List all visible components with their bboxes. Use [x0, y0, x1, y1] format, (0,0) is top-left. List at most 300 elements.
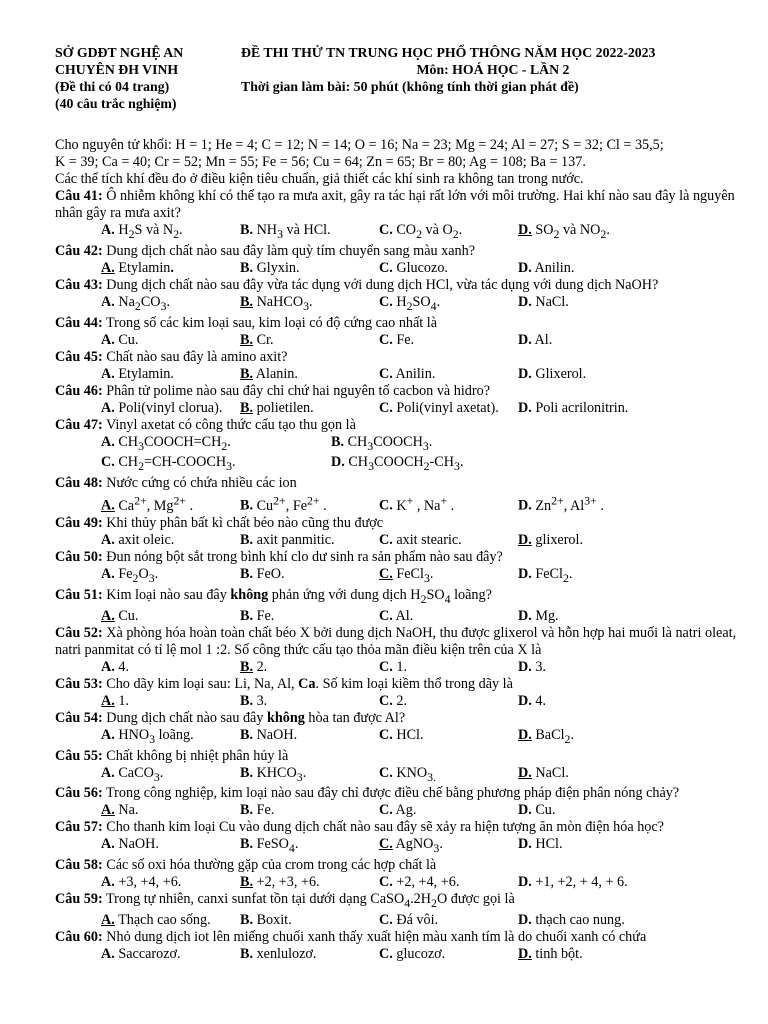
answer-options-row — [55, 836, 745, 857]
option-text: NaOH. — [114, 836, 159, 853]
answer-option-a[interactable] — [101, 836, 240, 857]
question-text: Dung dịch chất nào sau đây không hòa tan được Al? — [102, 709, 406, 726]
option-text: Anilin. — [531, 259, 575, 276]
question-stem — [55, 857, 745, 874]
option-letter: B. — [240, 836, 254, 853]
question-number: Câu 60: — [55, 929, 103, 946]
question-item — [55, 625, 745, 676]
answer-option-d[interactable] — [331, 454, 561, 475]
question-text: Xà phòng hóa hoàn toàn chất béo X bởi dung dịch NaOH, thu được glixerol và hỗn hợp hai muối là natri oleat, natri panmitat có tỉ lệ mol 1 :2. Số công thức cấu tạo thỏa mãn điều kiện trên của X là — [55, 624, 737, 658]
option-text: AgNO$_3$. — [392, 836, 443, 856]
option-letter: D. — [518, 764, 532, 781]
question-stem — [55, 710, 745, 727]
exam-header — [55, 44, 745, 112]
answer-options-row — [55, 294, 745, 315]
answer-option-d[interactable] — [518, 693, 546, 710]
answer-option-c[interactable] — [379, 693, 518, 710]
option-letter: D. — [518, 399, 532, 416]
option-text: Poli(vinyl clorua). — [114, 399, 223, 416]
answer-option-a[interactable] — [101, 532, 240, 549]
option-text: $CH_3COOCH_2-CH_3$. — [344, 454, 464, 474]
question-stem — [55, 819, 745, 836]
option-text: Fe. — [253, 607, 275, 624]
answer-option-b[interactable] — [240, 222, 379, 243]
answer-option-b[interactable] — [240, 727, 379, 748]
option-text: Cu. — [114, 607, 139, 624]
answer-option-b[interactable] — [240, 260, 379, 277]
question-number: Câu 50: — [55, 549, 103, 566]
answer-option-c[interactable] — [379, 400, 518, 417]
question-stem — [55, 587, 745, 608]
answer-option-d[interactable] — [518, 222, 610, 243]
header-department: SỞ GDĐT NGHỆ AN — [55, 45, 184, 60]
option-letter: B. — [240, 658, 254, 675]
option-text: Etylamin. — [114, 365, 174, 382]
answer-option-b[interactable] — [240, 765, 379, 786]
answer-options-row — [55, 765, 745, 786]
question-text: Ô nhiễm không khí có thể tạo ra mưa axit, gây ra tác hại rất lớn với môi trường. Hai khí nào sau đây là nguyên nhân gây ra mưa axit? — [55, 188, 735, 221]
answer-option-c[interactable] — [379, 802, 518, 819]
answer-option-d[interactable] — [518, 912, 625, 929]
option-text: $SO_2$ và $NO_2$. — [531, 222, 610, 241]
answer-option-a[interactable] — [101, 874, 240, 891]
option-letter: A. — [101, 726, 115, 743]
answer-option-c[interactable] — [379, 727, 518, 748]
question-number: Câu 46: — [55, 382, 103, 399]
option-text: NaCl. — [531, 293, 569, 310]
option-letter: C. — [379, 874, 393, 891]
option-letter: C. — [379, 222, 393, 238]
option-text: Fe. — [253, 802, 275, 819]
option-text: 2. — [253, 658, 268, 675]
answer-option-d[interactable] — [518, 608, 559, 625]
question-number: Câu 41: — [55, 188, 103, 204]
question-stem — [55, 417, 745, 434]
option-text: +2, +3, +6. — [253, 874, 320, 891]
question-item — [55, 587, 745, 625]
option-text: thạch cao nung. — [531, 912, 625, 929]
option-letter: D. — [518, 498, 532, 515]
answer-option-b[interactable] — [240, 608, 379, 625]
option-text: $CH_2=CH-COOCH_3$. — [114, 454, 236, 474]
question-stem — [55, 188, 745, 222]
question-item — [55, 277, 745, 315]
question-item — [55, 819, 745, 857]
header-school-block — [55, 44, 241, 112]
answer-option-d[interactable] — [518, 332, 552, 349]
option-text: $NH_3$ và HCl. — [253, 222, 331, 241]
option-letter: B. — [240, 607, 254, 624]
option-letter: B. — [240, 498, 254, 515]
option-text: Cu. — [531, 802, 556, 819]
option-letter: A. — [101, 764, 115, 781]
option-text: K+ , Na+ . — [392, 493, 455, 515]
answer-option-d[interactable] — [518, 366, 586, 383]
question-text: Nhỏ dung dịch iot lên miếng chuối xanh thấy xuất hiện màu xanh tím là do chuối xanh có chứa — [102, 929, 647, 946]
option-text: axit stearic. — [392, 532, 462, 549]
answer-option-d[interactable] — [518, 566, 572, 587]
question-text: Các số oxi hóa thường gặp của crom trong các hợp chất là — [102, 857, 437, 874]
answer-option-a[interactable] — [101, 727, 240, 748]
question-item — [55, 785, 745, 819]
option-text: $KHCO_3$. — [253, 764, 307, 784]
option-letter: C. — [379, 946, 393, 963]
option-text: FeO. — [253, 566, 285, 583]
option-letter: B. — [240, 365, 254, 382]
question-stem — [55, 515, 745, 532]
option-text: $HNO_3$ loãng. — [114, 726, 194, 746]
exam-page — [55, 44, 745, 963]
option-letter: A. — [101, 912, 115, 929]
option-text: 1. — [392, 658, 407, 675]
option-letter: A. — [101, 566, 115, 583]
question-number: Câu 54: — [55, 709, 103, 726]
option-letter: D. — [518, 566, 532, 583]
answer-option-b[interactable] — [240, 836, 379, 857]
option-text: Mg. — [531, 607, 559, 624]
question-number: Câu 42: — [55, 242, 103, 259]
option-text: Glucozo. — [392, 259, 448, 276]
option-text: $KNO_{3.}$ — [392, 764, 436, 784]
question-text: Dung dịch chất nào sau đây vừa tác dụng với dung dịch HCl, vừa tác dụng với dung dịch NaOH? — [102, 276, 659, 293]
question-stem — [55, 349, 745, 366]
option-text: HCl. — [392, 726, 424, 743]
answer-options-row — [55, 434, 745, 455]
option-text: 1. — [114, 692, 129, 709]
option-letter: D. — [518, 692, 532, 709]
answer-option-c[interactable] — [379, 765, 518, 786]
question-number: Câu 45: — [55, 348, 103, 365]
answer-option-a[interactable] — [101, 693, 240, 710]
answer-option-a[interactable] — [101, 659, 240, 676]
answer-option-a[interactable] — [101, 366, 240, 383]
option-letter: C. — [379, 912, 393, 929]
answer-option-b[interactable] — [240, 946, 379, 963]
option-text: Fe. — [392, 331, 415, 348]
answer-option-d[interactable] — [518, 532, 583, 549]
answer-option-a[interactable] — [101, 802, 240, 819]
question-number: Câu 49: — [55, 515, 103, 532]
option-text: 3. — [253, 692, 268, 709]
answer-option-b[interactable] — [240, 294, 379, 315]
answer-option-a[interactable] — [101, 912, 240, 929]
option-letter: A. — [101, 498, 115, 515]
question-number: Câu 57: — [55, 819, 103, 836]
option-letter: A. — [101, 607, 115, 624]
answer-option-c[interactable] — [379, 222, 518, 243]
answer-option-c[interactable] — [379, 332, 518, 349]
option-letter: C. — [379, 293, 393, 310]
question-text: Trong tự nhiên, canxi sunfat tồn tại dưới dạng $CaSO_4.2H_2O$ được gọi là — [102, 891, 515, 911]
answer-options-row — [55, 659, 745, 676]
option-letter: A. — [101, 874, 115, 891]
option-text: CaCO$_3$. — [114, 764, 164, 784]
question-item — [55, 417, 745, 476]
option-text: Thạch cao sống. — [114, 912, 211, 929]
option-text: xenlulozơ. — [253, 946, 317, 963]
option-letter: D. — [518, 607, 532, 624]
option-text: axit panmitic. — [253, 532, 335, 549]
header-exam-block — [241, 44, 745, 112]
header-page-count: (Đề thi có 04 trang) — [55, 79, 170, 94]
answer-option-b[interactable] — [240, 659, 379, 676]
option-letter: D. — [518, 836, 532, 853]
option-letter: A. — [101, 802, 115, 819]
header-question-count: (40 câu trắc nghiệm) — [55, 96, 177, 111]
intro-atomic-mass-2: K = 39; Ca = 40; Cr = 52; Mn = 55; Fe = 56; Cu = 64; Zn = 65; Br = 80; Ag = 108; Ba = 137. — [55, 154, 586, 170]
question-stem — [55, 676, 745, 693]
question-text: Trong công nghiệp, kim loại nào sau đây chỉ được điều chế bằng phương pháp điện phân nóng chảy? — [102, 785, 680, 802]
answer-option-b[interactable] — [240, 492, 379, 515]
answer-options-row — [55, 608, 745, 625]
question-item — [55, 676, 745, 710]
question-text: Cho dãy kim loại sau: Li, Na, Al, Ca. Số kim loại kiềm thổ trong dãy là — [102, 675, 513, 692]
option-text: $Na_2CO_3$. — [114, 293, 170, 313]
answer-option-c[interactable] — [379, 260, 518, 277]
option-letter: C. — [379, 399, 393, 416]
answer-option-c[interactable] — [101, 454, 331, 475]
answer-option-a[interactable] — [101, 222, 240, 243]
option-letter: B. — [240, 222, 254, 238]
answer-option-b[interactable] — [240, 693, 379, 710]
question-item — [55, 515, 745, 549]
answer-options-row — [55, 566, 745, 587]
question-number: Câu 47: — [55, 416, 103, 433]
option-text: NaHCO$_3$. — [253, 293, 313, 313]
answer-option-c[interactable] — [379, 946, 518, 963]
option-letter: D. — [518, 331, 532, 348]
answer-options-row — [55, 727, 745, 748]
answer-options-row — [55, 802, 745, 819]
option-text: 4. — [114, 658, 129, 675]
option-text: +3, +4, +6. — [114, 874, 182, 891]
answer-options-row — [55, 400, 745, 417]
answer-option-c[interactable] — [379, 874, 518, 891]
option-text: Đá vôi. — [392, 912, 439, 929]
answer-option-d[interactable] — [518, 836, 563, 857]
answer-options-row — [55, 332, 745, 349]
question-stem — [55, 785, 745, 802]
answer-option-b[interactable] — [240, 874, 379, 891]
option-letter: B. — [240, 259, 254, 276]
answer-option-a[interactable] — [101, 608, 240, 625]
question-text: Chất nào sau đây là amino axit? — [102, 348, 288, 365]
option-text: glixerol. — [531, 532, 584, 549]
exam-time: Thời gian làm bài: 50 phút (không tính thời gian phát đề) — [241, 79, 579, 94]
answer-option-d[interactable] — [518, 400, 628, 417]
question-stem — [55, 383, 745, 400]
answer-options-row — [55, 454, 745, 475]
option-letter: A. — [101, 692, 115, 709]
header-school: CHUYÊN ĐH VINH — [55, 62, 179, 77]
answer-option-b[interactable] — [240, 912, 379, 929]
answer-option-b[interactable] — [240, 532, 379, 549]
option-text: polietilen. — [253, 399, 314, 416]
option-text: FeCl$_2$. — [531, 566, 573, 585]
answer-option-a[interactable] — [101, 566, 240, 587]
option-letter: A. — [101, 399, 115, 416]
answer-option-d[interactable] — [518, 659, 546, 676]
option-letter: B. — [240, 874, 254, 891]
option-letter: C. — [379, 331, 393, 348]
option-text: $Zn^{2+}$, $Al^{3+}$ . — [531, 493, 604, 515]
answer-option-d[interactable] — [518, 802, 555, 819]
question-item — [55, 929, 745, 963]
answer-option-d[interactable] — [518, 765, 569, 786]
option-letter: B. — [240, 764, 254, 781]
option-text: Glixerol. — [531, 365, 587, 382]
option-letter: D. — [518, 532, 532, 549]
answer-options-row — [55, 946, 745, 963]
option-text: 4. — [531, 692, 546, 709]
option-letter: C. — [379, 259, 393, 276]
question-text: Chất không bị nhiệt phân hủy là — [102, 747, 289, 764]
option-letter: A. — [101, 259, 115, 276]
exam-title: ĐỀ THI THỬ TN TRUNG HỌC PHỔ THÔNG NĂM HỌC 2022-2023 — [241, 45, 656, 60]
option-letter: A. — [101, 658, 115, 675]
question-number: Câu 48: — [55, 475, 103, 492]
question-text: Đun nóng bột sắt trong bình khí clo dư sinh ra sản phẩm nào sau đây? — [102, 549, 503, 566]
option-letter: D. — [518, 658, 532, 675]
option-letter: C. — [379, 532, 393, 549]
option-text: 3. — [531, 658, 546, 675]
answer-option-a[interactable] — [101, 294, 240, 315]
question-item — [55, 748, 745, 786]
question-stem — [55, 277, 745, 294]
question-text: Khi thủy phân bất kì chất béo nào cũng thu được — [102, 515, 384, 532]
answer-option-d[interactable] — [518, 727, 574, 748]
question-number: Câu 59: — [55, 891, 103, 908]
option-text: tinh bột. — [531, 946, 583, 963]
answer-option-d[interactable] — [518, 294, 569, 315]
answer-option-c[interactable] — [379, 659, 518, 676]
option-letter: A. — [101, 331, 115, 348]
answer-option-c[interactable] — [379, 566, 518, 587]
option-text: Boxit. — [253, 912, 292, 929]
option-letter: A. — [101, 433, 115, 450]
question-text: Cho thanh kim loại Cu vào dung dịch chất nào sau đây sẽ xảy ra hiện tượng ăn mòn điện hóa học? — [102, 819, 664, 836]
answer-option-c[interactable] — [379, 294, 518, 315]
answer-option-d[interactable] — [518, 492, 604, 515]
option-letter: D. — [518, 802, 532, 819]
option-letter: B. — [240, 802, 254, 819]
answer-option-b[interactable] — [240, 366, 379, 383]
answer-option-a[interactable] — [101, 434, 331, 455]
answer-option-c[interactable] — [379, 366, 518, 383]
question-number: Câu 55: — [55, 747, 103, 764]
question-number: Câu 44: — [55, 314, 103, 331]
option-letter: D. — [518, 259, 532, 276]
question-item — [55, 475, 745, 515]
option-letter: C. — [379, 692, 393, 709]
question-number: Câu 52: — [55, 624, 103, 641]
answer-option-b[interactable] — [240, 332, 379, 349]
option-letter: C. — [379, 836, 393, 853]
question-stem — [55, 315, 745, 332]
answer-option-b[interactable] — [331, 434, 561, 455]
option-text: $CH_3COOCH_3$. — [344, 433, 433, 453]
option-text: FeCl$_3$. — [392, 566, 434, 585]
question-number: Câu 53: — [55, 675, 103, 692]
option-letter: D. — [518, 946, 532, 963]
option-letter: B. — [240, 399, 254, 416]
answer-options-row — [55, 492, 745, 515]
option-letter: C. — [379, 764, 393, 781]
question-stem — [55, 243, 745, 260]
option-text: Anilin. — [392, 365, 436, 382]
intro-conditions: Các thể tích khí đều đo ở điều kiện tiêu chuẩn, giả thiết các khí sinh ra không tan trong nước. — [55, 171, 584, 187]
option-text: Saccarozơ. — [114, 946, 181, 963]
answer-option-a[interactable] — [101, 765, 240, 786]
option-letter: B. — [240, 566, 254, 583]
option-text: Na. — [114, 802, 139, 819]
answer-option-b[interactable] — [240, 802, 379, 819]
answer-option-a[interactable] — [101, 332, 240, 349]
option-text: axit oleic. — [114, 532, 175, 549]
option-text: glucozơ. — [392, 946, 446, 963]
option-letter: C. — [379, 365, 393, 382]
option-letter: A. — [101, 293, 115, 310]
option-text: Ag. — [392, 802, 417, 819]
answer-option-a[interactable] — [101, 400, 240, 417]
option-text: Alanin. — [253, 365, 298, 382]
option-text: $CH_3COOCH=CH_2$. — [114, 433, 231, 453]
answer-option-c[interactable] — [379, 912, 518, 929]
answer-option-a[interactable] — [101, 492, 240, 515]
option-letter: B. — [240, 293, 254, 310]
question-stem — [55, 929, 745, 946]
answer-option-c[interactable] — [379, 492, 518, 515]
question-stem — [55, 625, 745, 659]
intro-block — [55, 137, 745, 188]
question-stem — [55, 748, 745, 765]
option-letter: B. — [331, 433, 345, 450]
answer-option-d[interactable] — [518, 260, 574, 277]
question-text: Dung dịch chất nào sau đây làm quỳ tím chuyển sang màu xanh? — [102, 242, 476, 259]
option-text: $H_2SO_4$. — [392, 293, 441, 313]
option-text: Al. — [531, 331, 553, 348]
option-text: $Fe_2O_3$. — [114, 566, 159, 585]
answer-option-b[interactable] — [240, 566, 379, 587]
option-letter: B. — [240, 331, 254, 348]
answer-option-b[interactable] — [240, 400, 379, 417]
option-text: Etylamin. — [114, 259, 174, 276]
option-text: $Cu^{2+}$, $Fe^{2+}$ . — [253, 493, 327, 515]
answer-option-a[interactable] — [101, 260, 240, 277]
option-letter: C. — [379, 607, 393, 624]
answer-options-row — [55, 260, 745, 277]
option-letter: B. — [240, 692, 254, 709]
option-letter: A. — [101, 946, 115, 963]
option-letter: A. — [101, 222, 115, 238]
question-number: Câu 43: — [55, 276, 103, 293]
answer-option-a[interactable] — [101, 946, 240, 963]
question-item — [55, 891, 745, 929]
answer-option-d[interactable] — [518, 874, 628, 891]
option-text: Al. — [392, 607, 414, 624]
answer-option-c[interactable] — [379, 532, 518, 549]
answer-option-c[interactable] — [379, 836, 518, 857]
option-text: NaCl. — [531, 764, 569, 781]
question-item — [55, 383, 745, 417]
option-letter: D. — [518, 874, 532, 891]
option-text: 2. — [392, 692, 407, 709]
option-text: $CO_2$ và $O_2$. — [392, 222, 463, 241]
answer-option-c[interactable] — [379, 608, 518, 625]
question-stem — [55, 549, 745, 566]
answer-option-d[interactable] — [518, 946, 583, 963]
question-number: Câu 56: — [55, 785, 103, 802]
